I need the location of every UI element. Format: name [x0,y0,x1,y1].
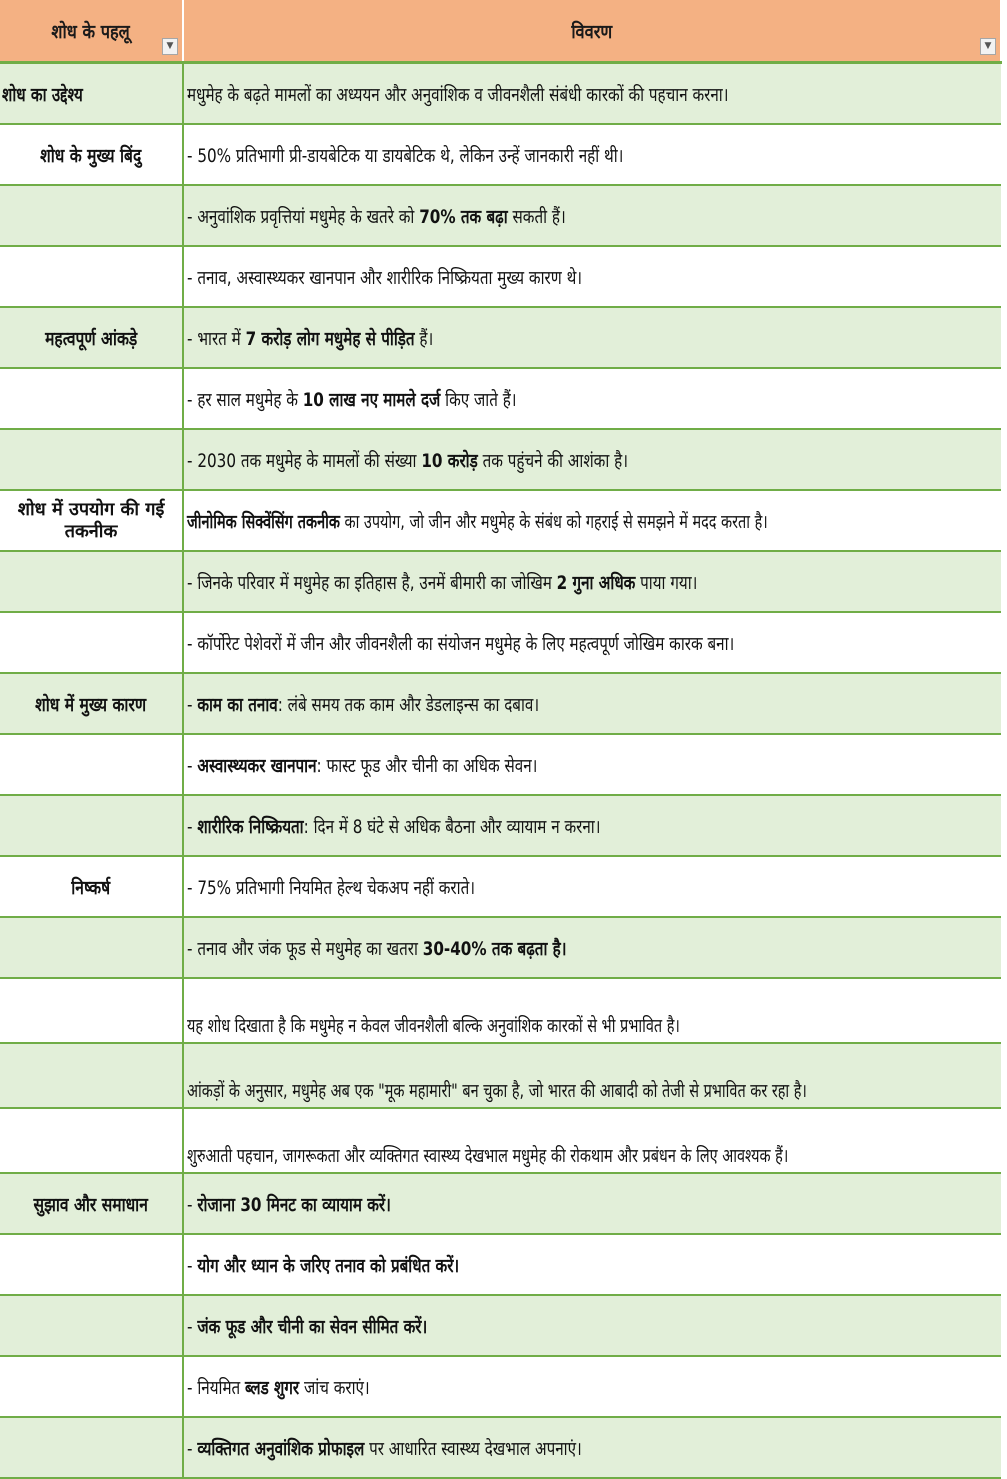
detail-cell[interactable] [183,1043,1001,1108]
aspect-label: शोध में मुख्य कारण [35,693,147,716]
aspect-cell[interactable] [0,63,183,125]
detail-text-end: सकती हैं। [507,205,566,228]
detail-cell[interactable] [183,63,1001,125]
detail-text: - [187,1437,198,1460]
detail-text: - [187,754,198,777]
detail-cell[interactable] [183,673,1001,734]
detail-cell[interactable] [183,429,1001,490]
detail-cell[interactable] [183,1417,1001,1478]
detail-bold-text: व्यक्तिगत अनुवांशिक प्रोफाइल [197,1437,365,1460]
detail-text-end: पर आधारित स्वास्थ्य देखभाल अपनाएं। [364,1437,582,1460]
detail-text: - [187,1193,198,1216]
detail-cell[interactable] [183,1295,1001,1356]
aspect-cell[interactable] [0,612,183,673]
detail-cell[interactable] [183,551,1001,612]
table-row [0,1356,1001,1417]
detail-text: - [187,1254,198,1277]
aspect-cell[interactable] [0,856,183,917]
aspect-label: महत्वपूर्ण आंकड़े [44,327,138,350]
table-row [0,1108,1001,1173]
aspect-label: शोध के मुख्य बिंदु [40,144,142,167]
aspect-cell[interactable] [0,734,183,795]
detail-cell[interactable] [183,307,1001,368]
detail-text-end: : दिन में 8 घंटे से अधिक बैठना और व्यायाम न करना। [303,815,601,838]
detail-text-end: पाया गया। [635,571,698,594]
detail-text: - तनाव और जंक फूड से मधुमेह का खतरा [187,937,423,960]
detail-text-end: किए जाते हैं। [440,388,517,411]
detail-text-end: तक पहुंचने की आशंका है। [477,449,628,472]
aspect-label: सुझाव और समाधान [33,1193,149,1216]
detail-bold-text: 2 गुना अधिक [556,571,636,594]
table-row [0,429,1001,490]
detail-cell[interactable] [183,917,1001,978]
detail-bold-text: 10 लाख नए मामले दर्ज [302,388,441,411]
table-row [0,185,1001,246]
detail-text: शुरुआती पहचान, जागरूकता और व्यक्तिगत स्वास्थ्य देखभाल मधुमेह की रोकथाम और प्रबंधन के लिए आवश्यक हैं। [187,1145,789,1167]
table-row [0,1173,1001,1234]
aspect-cell[interactable] [0,429,183,490]
detail-text: - कॉर्पोरेट पेशेवरों में जीन और जीवनशैली का संयोजन मधुमेह के लिए महत्वपूर्ण जोखिम कारक बना। [187,632,735,655]
aspect-cell[interactable] [0,673,183,734]
table-row [0,856,1001,917]
table-row [0,368,1001,429]
column-header-aspect-label: शोध के पहलू [51,20,131,43]
aspect-cell[interactable] [0,1295,183,1356]
detail-bold-text: जंक फूड और चीनी का सेवन सीमित करें। [197,1315,428,1338]
aspect-cell[interactable] [0,795,183,856]
aspect-cell[interactable] [0,124,183,185]
detail-cell[interactable] [183,612,1001,673]
detail-bold-text: काम का तनाव [197,693,278,716]
detail-bold-text: 30-40% तक बढ़ता है। [422,937,567,960]
aspect-cell[interactable] [0,917,183,978]
detail-cell[interactable] [183,1173,1001,1234]
detail-text: - [187,815,198,838]
detail-cell[interactable] [183,734,1001,795]
detail-bold-text: 10 करोड़ [421,449,478,472]
detail-cell[interactable] [183,1356,1001,1417]
detail-bold-text: रोजाना 30 मिनट का व्यायाम करें। [197,1193,391,1216]
detail-cell[interactable] [183,795,1001,856]
detail-cell[interactable] [183,1108,1001,1173]
detail-text-end: का उपयोग, जो जीन और मधुमेह के संबंध को गहराई से समझने में मदद करता है। [339,510,768,533]
aspect-cell[interactable] [0,490,183,551]
table-row [0,1234,1001,1295]
aspect-cell[interactable] [0,368,183,429]
detail-text: मधुमेह के बढ़ते मामलों का अध्ययन और अनुवांशिक व जीवनशैली संबंधी कारकों की पहचान करना। [187,83,729,106]
aspect-cell[interactable] [0,1043,183,1108]
detail-cell[interactable] [183,978,1001,1043]
filter-dropdown-icon[interactable]: ▼ [162,38,178,55]
table-row [0,551,1001,612]
detail-text: - हर साल मधुमेह के [187,388,303,411]
aspect-label: निष्कर्ष [71,876,111,899]
aspect-cell[interactable] [0,1356,183,1417]
table-row [0,612,1001,673]
aspect-label: शोध में उपयोग की गई तकनीक [17,498,165,542]
column-header-details-label: विवरण [571,20,613,43]
table-row [0,734,1001,795]
detail-text: - भारत में [187,327,246,350]
column-header-aspect[interactable] [0,0,183,63]
aspect-cell[interactable] [0,1234,183,1295]
detail-text: - 2030 तक मधुमेह के मामलों की संख्या [187,449,422,472]
detail-bold-text: 70% तक बढ़ा [419,205,508,228]
detail-text: - जिनके परिवार में मधुमेह का इतिहास है, उनमें बीमारी का जोखिम [187,571,557,594]
aspect-cell[interactable] [0,1417,183,1478]
detail-cell[interactable] [183,124,1001,185]
table-row [0,124,1001,185]
detail-cell[interactable] [183,490,1001,551]
detail-text: - [187,693,198,716]
aspect-cell[interactable] [0,978,183,1043]
detail-cell[interactable] [183,368,1001,429]
table-row [0,490,1001,551]
table-row [0,795,1001,856]
detail-bold-text: जीनोमिक सिक्वेंसिंग तकनीक [187,510,340,533]
detail-cell[interactable] [183,1234,1001,1295]
header-row [0,0,1001,63]
detail-text: - तनाव, अस्वास्थ्यकर खानपान और शारीरिक निष्क्रियता मुख्य कारण थे। [187,266,583,289]
detail-bold-text: 7 करोड़ लोग मधुमेह से पीड़ित [245,327,415,350]
table-row [0,917,1001,978]
detail-cell[interactable] [183,246,1001,307]
table-row [0,1295,1001,1356]
aspect-label: शोध का उद्देश्य [2,83,83,106]
table-row [0,978,1001,1043]
table-row [0,246,1001,307]
detail-bold-text: अस्वास्थ्यकर खानपान [197,754,317,777]
aspect-cell[interactable] [0,551,183,612]
table-row [0,307,1001,368]
detail-cell[interactable] [183,185,1001,246]
table-row [0,1417,1001,1478]
detail-text: - 50% प्रतिभागी प्री-डायबेटिक या डायबेटिक थे, लेकिन उन्हें जानकारी नहीं थी। [187,144,624,167]
table-row [0,63,1001,125]
detail-bold-text: शारीरिक निष्क्रियता [197,815,304,838]
detail-text: - अनुवांशिक प्रवृत्तियां मधुमेह के खतरे को [187,205,420,228]
detail-text: आंकड़ों के अनुसार, मधुमेह अब एक "मूक महामारी" बन चुका है, जो भारत की आबादी को तेजी से प्रभावित कर रहा है। [187,1080,807,1102]
column-header-details[interactable] [183,0,1001,63]
detail-bold-text: योग और ध्यान के जरिए तनाव को प्रबंधित करें। [197,1254,460,1277]
detail-text: यह शोध दिखाता है कि मधुमेह न केवल जीवनशैली बल्कि अनुवांशिक कारकों से भी प्रभावित है। [187,1015,680,1037]
aspect-cell[interactable] [0,307,183,368]
aspect-cell[interactable] [0,1173,183,1234]
detail-bold-text: ब्लड शुगर [245,1376,300,1399]
detail-text-end: : फास्ट फूड और चीनी का अधिक सेवन। [316,754,538,777]
detail-text-end: जांच कराएं। [299,1376,370,1399]
table-row [0,673,1001,734]
filter-dropdown-icon[interactable]: ▼ [980,38,996,55]
aspect-cell[interactable] [0,185,183,246]
detail-cell[interactable] [183,856,1001,917]
table-row [0,1043,1001,1108]
detail-text-end: : लंबे समय तक काम और डेडलाइन्स का दबाव। [277,693,540,716]
detail-text: - नियमित [187,1376,246,1399]
aspect-cell[interactable] [0,246,183,307]
aspect-cell[interactable] [0,1108,183,1173]
detail-text: - 75% प्रतिभागी नियमित हेल्थ चेकअप नहीं कराते। [187,876,475,899]
detail-text-end: हैं। [414,327,434,350]
detail-text: - [187,1315,198,1338]
